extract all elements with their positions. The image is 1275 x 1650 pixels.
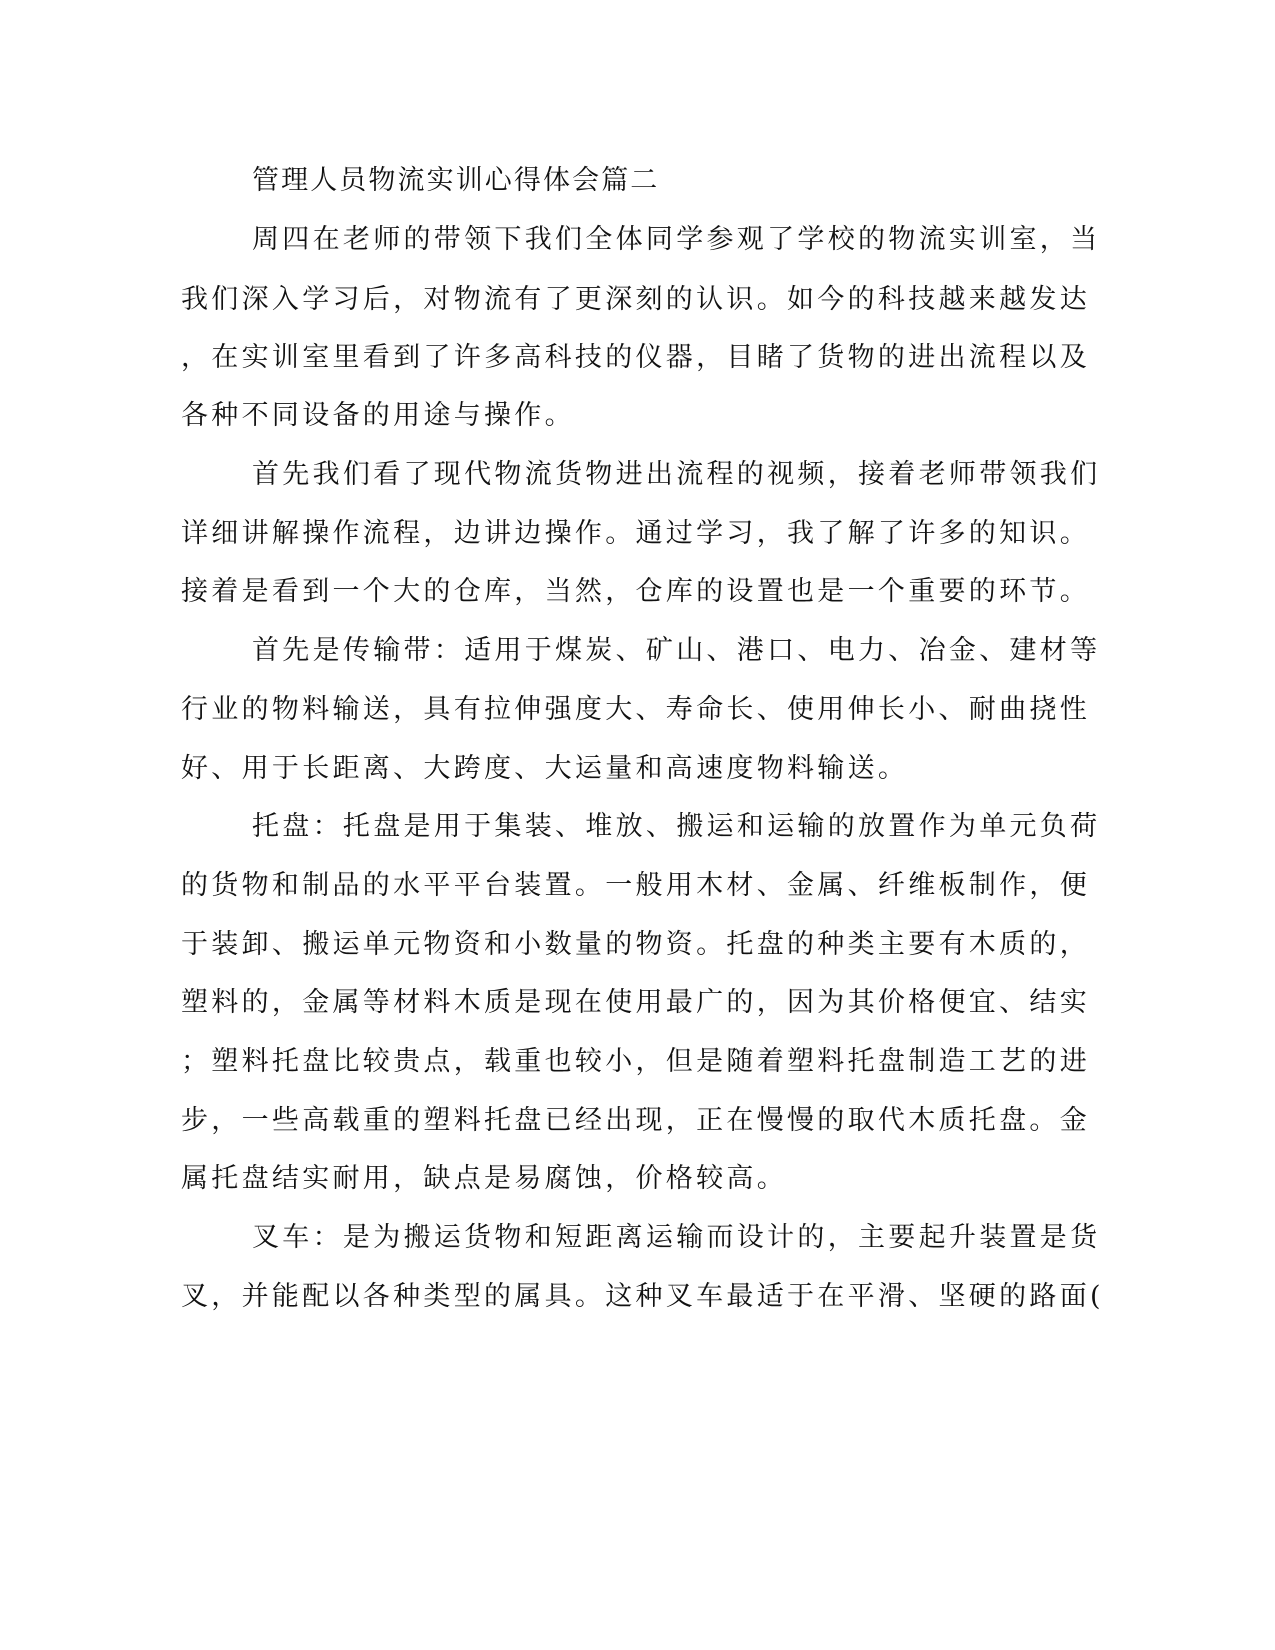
paragraph-line: 属托盘结实耐用，缺点是易腐蚀，价格较高。	[181, 1163, 787, 1194]
paragraph-line: 叉，并能配以各种类型的属具。这种叉车最适于在平滑、坚硬的路面(	[181, 1281, 1104, 1312]
paragraph-line: 于装卸、搬运单元物资和小数量的物资。托盘的种类主要有木质的，	[181, 929, 1090, 960]
paragraph-line: 塑料的，金属等材料木质是现在使用最广的，因为其价格便宜、结实	[181, 987, 1090, 1018]
paragraph-line: 好、用于长距离、大跨度、大运量和高速度物料输送。	[181, 753, 909, 784]
paragraph-line: 首先我们看了现代物流货物进出流程的视频，接着老师带领我们	[252, 459, 1101, 490]
paragraph-line: 首先是传输带：适用于煤炭、矿山、港口、电力、冶金、建材等	[252, 635, 1101, 666]
paragraph-line: 的货物和制品的水平平台装置。一般用木材、金属、纤维板制作，便	[181, 870, 1090, 901]
paragraph-line: 周四在老师的带领下我们全体同学参观了学校的物流实训室，当	[252, 224, 1101, 255]
document-title: 管理人员物流实训心得体会篇二	[252, 165, 660, 196]
paragraph-line: ，在实训室里看到了许多高科技的仪器，目睹了货物的进出流程以及	[181, 342, 1090, 373]
paragraph-line: 行业的物料输送，具有拉伸强度大、寿命长、使用伸长小、耐曲挠性	[181, 694, 1090, 725]
paragraph-line: 各种不同设备的用途与操作。	[181, 400, 575, 431]
paragraph-line: 我们深入学习后，对物流有了更深刻的认识。如今的科技越来越发达	[181, 284, 1090, 315]
paragraph-line: 托盘：托盘是用于集装、堆放、搬运和运输的放置作为单元负荷	[252, 811, 1101, 842]
paragraph-line: 步，一些高载重的塑料托盘已经出现，正在慢慢的取代木质托盘。金	[181, 1105, 1090, 1136]
paragraph-line: 详细讲解操作流程，边讲边操作。通过学习，我了解了许多的知识。	[181, 518, 1090, 549]
paragraph-line: ；塑料托盘比较贵点，载重也较小，但是随着塑料托盘制造工艺的进	[181, 1046, 1090, 1077]
paragraph-line: 接着是看到一个大的仓库，当然，仓库的设置也是一个重要的环节。	[181, 576, 1090, 607]
paragraph-line: 叉车：是为搬运货物和短距离运输而设计的，主要起升装置是货	[252, 1222, 1101, 1253]
